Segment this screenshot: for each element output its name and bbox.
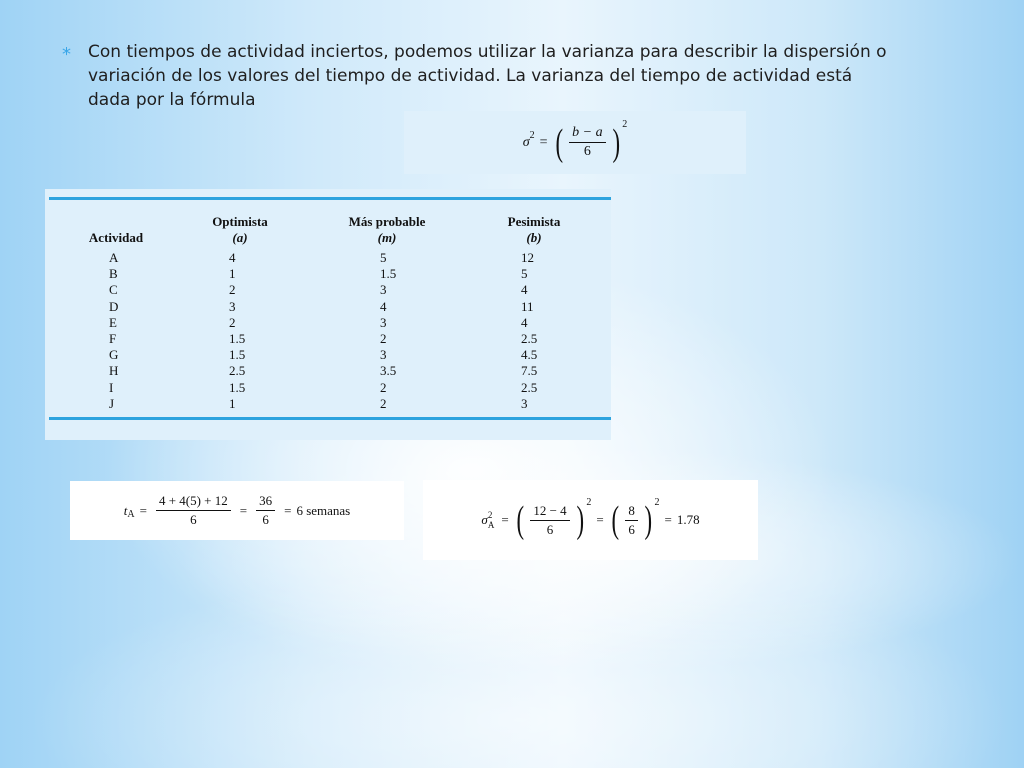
equals-sign: = bbox=[539, 134, 548, 150]
table-cell-a: 2 bbox=[229, 314, 236, 330]
equals-sign-1: = bbox=[501, 512, 509, 527]
equals-sign-3: = bbox=[664, 512, 672, 527]
table-cell-act: B bbox=[109, 266, 118, 282]
sigma-a-subscript: A bbox=[487, 520, 495, 530]
table-cell-m: 3 bbox=[380, 314, 387, 330]
variance-a-denominator-2: 6 bbox=[628, 521, 635, 537]
variance-a-exponent-1: 2 bbox=[586, 496, 592, 508]
table-cell-a: 4 bbox=[229, 250, 236, 265]
table-cell-a: 1 bbox=[229, 395, 236, 411]
right-paren-1: ) bbox=[576, 499, 584, 541]
t-subscript: A bbox=[127, 509, 135, 520]
table-top-rule bbox=[49, 197, 611, 200]
table-cell-m: 2 bbox=[380, 379, 387, 395]
header-pessimistic: Pesimista bbox=[507, 214, 561, 229]
table-cell-a: 1 bbox=[229, 266, 236, 282]
variance-a-denominator-1: 6 bbox=[546, 521, 554, 537]
table-cell-m: 3 bbox=[380, 282, 387, 298]
time-numerator-2: 36 bbox=[256, 493, 275, 511]
table-cell-a: 1.5 bbox=[229, 379, 246, 395]
table-cell-m: 4 bbox=[380, 298, 387, 314]
time-fraction-1 bbox=[156, 493, 231, 528]
sigma-a-scripts bbox=[488, 510, 495, 530]
time-fraction-2 bbox=[256, 493, 275, 528]
table-cell-m: 3.5 bbox=[380, 363, 397, 379]
equals-sign-3: = bbox=[284, 502, 292, 518]
right-paren-2: ) bbox=[644, 499, 652, 541]
table-cell-b: 2.5 bbox=[521, 379, 538, 395]
equals-sign-2: = bbox=[239, 502, 248, 518]
table-cell-b: 12 bbox=[521, 250, 534, 265]
variance-formula-image bbox=[404, 111, 746, 174]
table-cell-m: 1.5 bbox=[380, 266, 397, 282]
equals-sign-2: = bbox=[596, 512, 604, 527]
table-cell-b: 4 bbox=[521, 314, 528, 330]
table-cell-act: G bbox=[109, 347, 119, 363]
table-cell-a: 2 bbox=[229, 282, 236, 298]
table-cell-m: 2 bbox=[380, 395, 387, 411]
fraction-denominator: 6 bbox=[583, 144, 591, 159]
table-cell-act: C bbox=[109, 282, 118, 298]
variance-a-numerator-1: 12 − 4 bbox=[530, 503, 569, 521]
left-paren-1: ( bbox=[516, 499, 524, 541]
table-cell-act: F bbox=[109, 331, 117, 346]
header-probable-symbol: (m) bbox=[377, 230, 397, 245]
table-cell-m: 3 bbox=[380, 347, 387, 363]
header-optimistic-symbol: (a) bbox=[232, 230, 248, 245]
table-cell-act: J bbox=[109, 395, 115, 411]
variance-a-fraction-2 bbox=[625, 503, 638, 538]
table-cell-act: I bbox=[109, 379, 114, 395]
table-cell-b: 4.5 bbox=[521, 347, 538, 363]
time-denominator-2: 6 bbox=[262, 512, 269, 527]
table-cell-b: 7.5 bbox=[521, 363, 538, 379]
fraction-numerator: b − a bbox=[569, 125, 605, 143]
table-cell-b: 5 bbox=[521, 266, 528, 282]
equals-sign-1: = bbox=[139, 502, 147, 518]
table-cell-b: 2.5 bbox=[521, 331, 538, 346]
table-cell-a: 3 bbox=[229, 298, 236, 314]
table-cell-act: E bbox=[109, 314, 117, 330]
variance-a-result: 1.78 bbox=[676, 512, 700, 527]
table-cell-b: 4 bbox=[521, 282, 528, 298]
table-cell-a: 2.5 bbox=[229, 363, 246, 379]
table-cell-b: 3 bbox=[521, 395, 528, 411]
sigma-a-exponent: 2 bbox=[487, 510, 493, 520]
table-cell-act: D bbox=[109, 298, 119, 314]
time-numerator-1: 4 + 4(5) + 12 bbox=[156, 493, 231, 511]
bullet-paragraph bbox=[62, 40, 892, 112]
header-optimistic: Optimista bbox=[212, 214, 268, 229]
bullet-text: Con tiempos de actividad inciertos, podemos utilizar la varianza para describir la dispersión o variación de los valores del tiempo de actividad. La varianza del tiempo de actividad está dada por la fórmula bbox=[88, 42, 887, 110]
table-cell-a: 1.5 bbox=[229, 331, 246, 346]
header-probable: Más probable bbox=[348, 214, 426, 229]
activity-times-table bbox=[45, 189, 611, 440]
table-cell-act: H bbox=[109, 363, 119, 379]
sigma-symbol: σ bbox=[522, 134, 530, 150]
left-paren-2: ( bbox=[611, 499, 619, 541]
table-cell-a: 1.5 bbox=[229, 347, 246, 363]
expected-time-formula-image bbox=[70, 481, 404, 540]
header-activity: Actividad bbox=[88, 230, 144, 245]
variance-fraction bbox=[569, 125, 605, 160]
sigma-exponent: 2 bbox=[529, 130, 535, 141]
time-result: 6 semanas bbox=[296, 502, 351, 518]
outer-exponent: 2 bbox=[622, 119, 628, 130]
right-paren: ) bbox=[612, 121, 620, 164]
bullet-marker: * bbox=[62, 44, 71, 65]
table-bottom-rule bbox=[49, 417, 611, 420]
time-denominator-1: 6 bbox=[190, 512, 197, 527]
table-cell-b: 11 bbox=[521, 298, 534, 314]
table-cell-m: 2 bbox=[380, 331, 387, 346]
sigma-a-symbol: σ bbox=[481, 512, 488, 527]
t-symbol: t bbox=[123, 502, 128, 518]
table-cell-m: 5 bbox=[380, 250, 387, 265]
variance-a-formula-image bbox=[423, 480, 758, 560]
left-paren: ( bbox=[555, 121, 563, 164]
variance-a-fraction-1 bbox=[530, 503, 569, 538]
variance-a-exponent-2: 2 bbox=[654, 496, 660, 508]
variance-a-numerator-2: 8 bbox=[625, 503, 638, 521]
table-cell-act: A bbox=[109, 250, 119, 265]
header-pessimistic-symbol: (b) bbox=[526, 230, 542, 245]
